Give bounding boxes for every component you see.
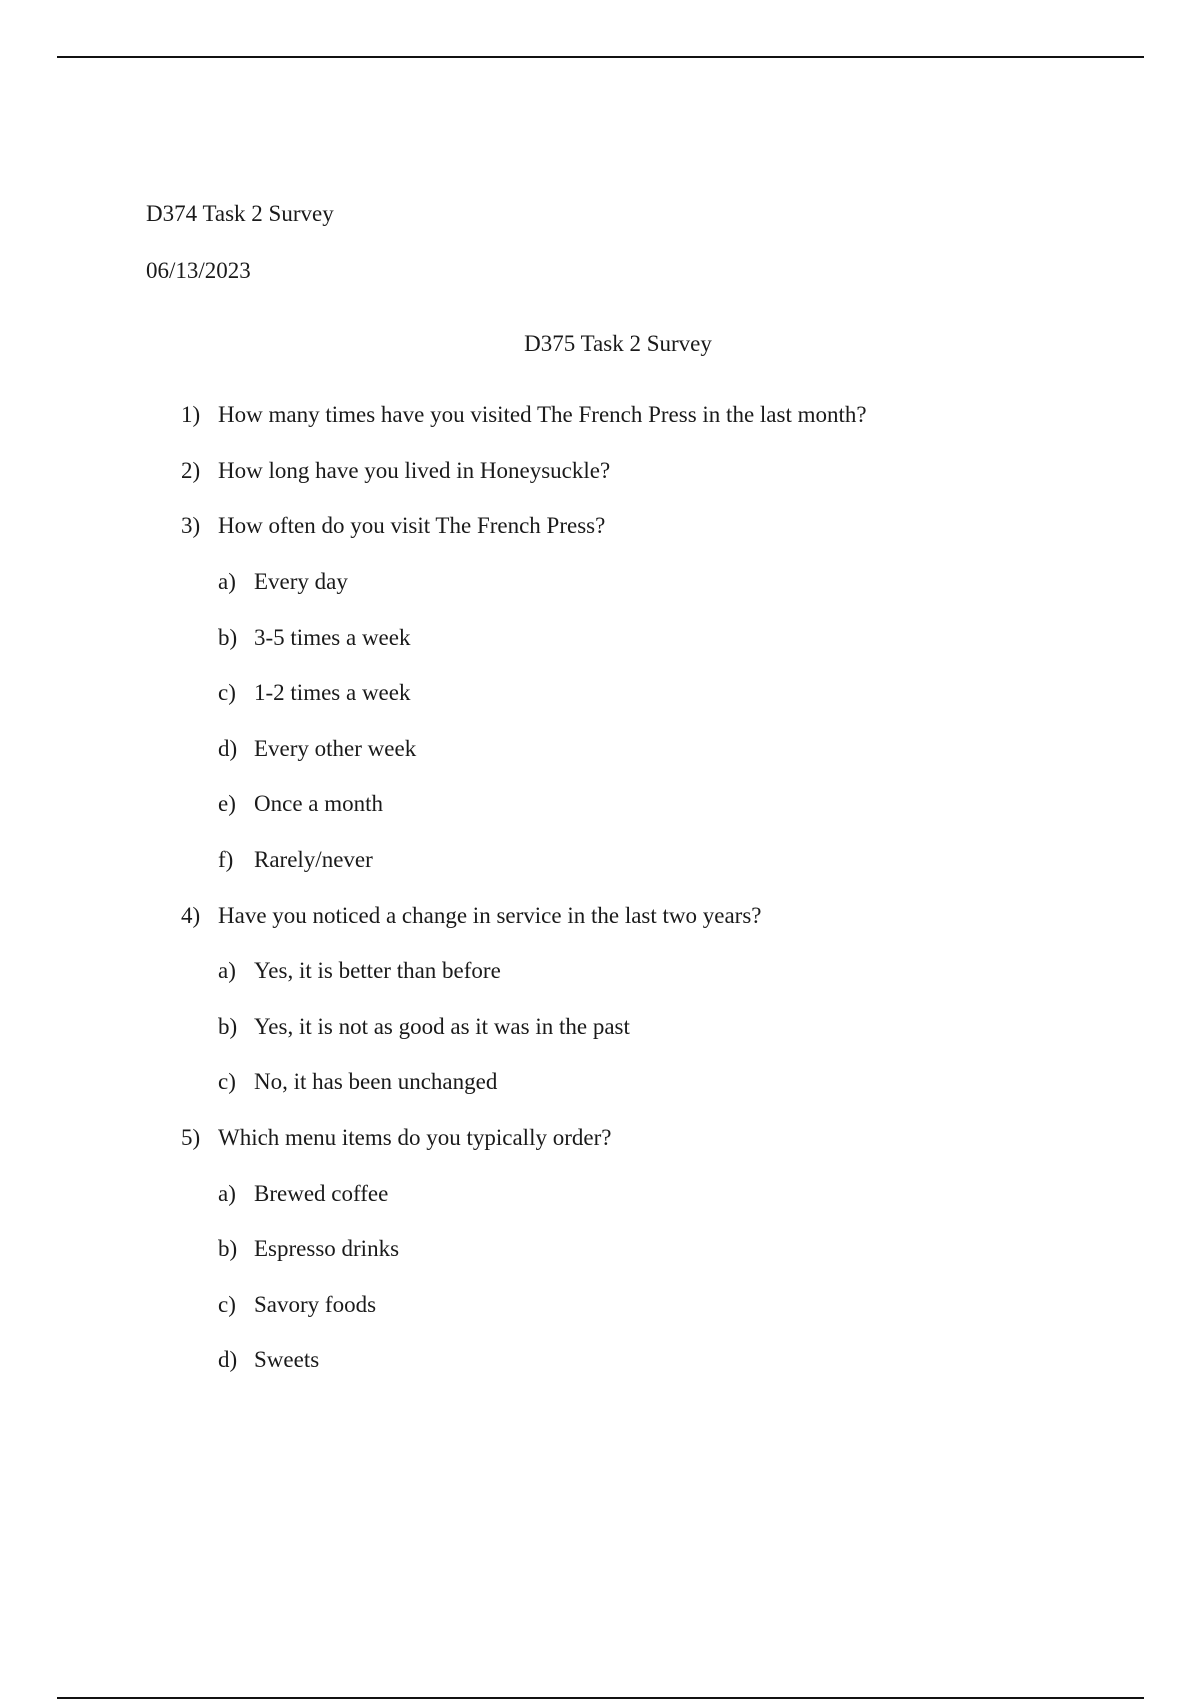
document-header-title: D374 Task 2 Survey: [146, 201, 334, 226]
survey-title: D375 Task 2 Survey: [524, 331, 712, 356]
option-text: Yes, it is better than before: [254, 958, 501, 983]
option-text: Sweets: [254, 1347, 320, 1372]
option-text: Once a month: [254, 791, 384, 816]
question-text: Have you noticed a change in service in the last two years?: [218, 903, 762, 928]
option-letter: b): [218, 1014, 238, 1039]
option-letter: b): [218, 1236, 238, 1261]
question-number: 1): [181, 402, 201, 427]
option-letter: d): [218, 736, 238, 761]
option-text: Every day: [254, 569, 348, 594]
document-date: 06/13/2023: [146, 258, 251, 283]
option-letter: d): [218, 1347, 238, 1372]
question-text: How long have you lived in Honeysuckle?: [218, 458, 611, 483]
option-letter: a): [218, 1181, 236, 1206]
option-letter: e): [218, 791, 236, 816]
question-number: 2): [181, 458, 201, 483]
bottom-divider: [57, 1697, 1144, 1699]
option-text: Yes, it is not as good as it was in the past: [254, 1014, 630, 1039]
option-text: Espresso drinks: [254, 1236, 400, 1261]
question-number: 5): [181, 1125, 201, 1150]
option-letter: b): [218, 625, 238, 650]
question-number: 3): [181, 513, 201, 538]
option-text: Brewed coffee: [254, 1181, 389, 1206]
option-letter: f): [218, 847, 234, 872]
option-letter: a): [218, 958, 236, 983]
option-text: No, it has been unchanged: [254, 1069, 498, 1094]
question-number: 4): [181, 903, 201, 928]
question-text: Which menu items do you typically order?: [218, 1125, 612, 1150]
option-text: Every other week: [254, 736, 417, 761]
option-text: 3-5 times a week: [254, 625, 411, 650]
question-text: How often do you visit The French Press?: [218, 513, 606, 538]
option-letter: c): [218, 1292, 236, 1317]
question-text: How many times have you visited The French Press in the last month?: [218, 402, 867, 427]
option-letter: a): [218, 569, 236, 594]
option-text: Savory foods: [254, 1292, 377, 1317]
option-text: 1-2 times a week: [254, 680, 411, 705]
option-letter: c): [218, 1069, 236, 1094]
option-letter: c): [218, 680, 236, 705]
top-divider: [57, 56, 1144, 58]
option-text: Rarely/never: [254, 847, 373, 872]
